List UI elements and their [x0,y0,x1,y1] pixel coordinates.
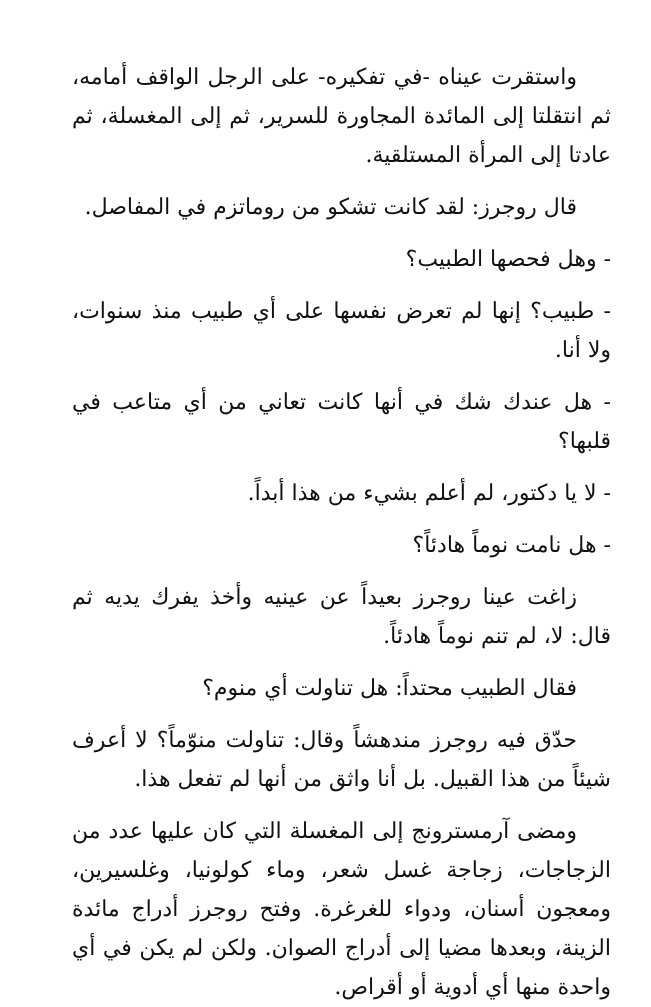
paragraph-doctor-speech: فقال الطبيب محتداً: هل تناولت أي منوم؟ [202,676,577,701]
paragraph-narration-2: زاغت عينا روجرز بعيداً عن عينيه وأخذ يفرك يديه ثم قال: لا، لم تنم نوماً هادئاً. [72,585,611,649]
paragraph-narration-4: ومضى آرمسترونج إلى المغسلة التي كان عليها عدد من الزجاجات، زجاجة غسل شعر، وماء كولونيا، وغلسيرين، ومعجون أسنان، ودواء للغرغرة. وفتح روجرز أدراج مائدة الزينة، وبعدها مضيا إلى أدراج الصوان. ولكن لم يكن في أي واحدة منها أي أدوية أو أقراص. [72,819,611,1000]
dialog-line-4: - لا يا دكتور، لم أعلم بشيء من هذا أبداً. [247,481,611,506]
book-page [72,58,611,1000]
paragraph-narration-1: واستقرت عيناه -في تفكيره- على الرجل الواقف أمامه، ثم انتقلتا إلى المائدة المجاورة للسرير، ثم إلى المغسلة، ثم عادتا إلى المرأة المستلقية. [72,65,611,168]
paragraph-rogers-speech: قال روجرز: لقد كانت تشكو من روماتزم في المفاصل. [84,195,577,220]
dialog-line-5: - هل نامت نوماً هادئاً؟ [412,533,611,558]
paragraph-narration-3: حدّق فيه روجرز مندهشاً وقال: تناولت منوّماً؟ لا أعرف شيئاً من هذا القبيل. بل أنا واثق من أنها لم تفعل هذا. [72,728,611,792]
dialog-line-2: - طبيب؟ إنها لم تعرض نفسها على أي طبيب منذ سنوات، ولا أنا. [72,299,611,363]
dialog-line-1: - وهل فحصها الطبيب؟ [405,247,611,272]
dialog-line-3: - هل عندك شك في أنها كانت تعاني من أي متاعب في قلبها؟ [72,390,611,454]
